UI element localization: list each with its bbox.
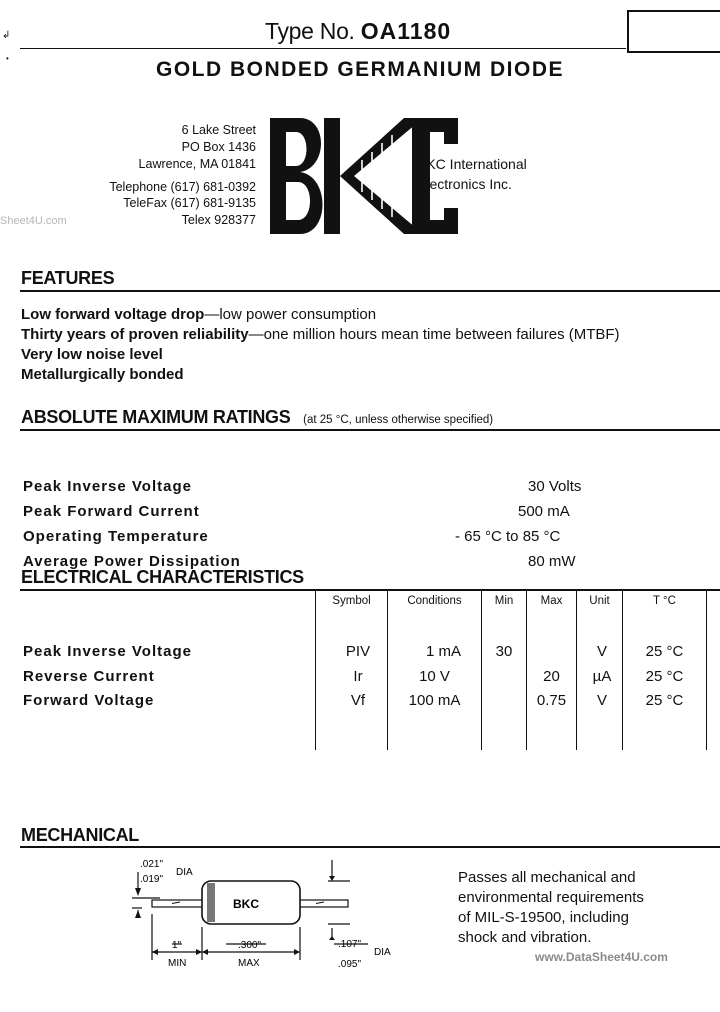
type-prefix: Type No. — [265, 18, 355, 44]
telephone-line: Telephone (617) 681-0392 — [109, 180, 256, 194]
column-header-conditions: Conditions — [407, 595, 462, 607]
column-header-temp: T °C — [653, 595, 676, 607]
table-cell-symbol: PIV — [345, 643, 371, 660]
mechanical-heading: MECHANICAL — [21, 825, 139, 845]
diode-body-label: BKC — [233, 897, 259, 911]
column-divider — [481, 591, 482, 750]
feature-item: Metallurgically bonded — [21, 366, 184, 383]
mechanical-rule — [20, 846, 720, 848]
rating-value: 30 Volts — [528, 478, 582, 495]
feature-item: Thirty years of proven reliability—one million hours mean time between failures (MTBF) — [21, 326, 620, 343]
body-length: .300" — [238, 940, 262, 951]
features-rule — [20, 290, 720, 292]
electrical-heading: ELECTRICAL CHARACTERISTICS — [21, 567, 304, 587]
lead-length-note: MIN — [168, 958, 187, 969]
lead-dia-unit: DIA — [176, 867, 193, 878]
table-cell-symbol: Ir — [353, 668, 363, 685]
diode-dimension-drawing — [118, 852, 408, 982]
column-header-unit: Unit — [589, 595, 610, 607]
rating-label: Peak Inverse Voltage — [23, 478, 192, 495]
address-line-2: PO Box 1436 — [181, 140, 256, 154]
table-cell-conditions: 1 mA — [425, 643, 461, 660]
mechanical-description-line: shock and vibration. — [458, 929, 592, 946]
telefax-line: TeleFax (617) 681-9135 — [123, 196, 256, 210]
body-dia-bottom: .095" — [338, 959, 362, 970]
corner-mark-bottom: • — [6, 54, 9, 63]
corner-mark-top: ↲ — [2, 30, 11, 41]
column-header-min: Min — [494, 595, 514, 607]
address-line-3: Lawrence, MA 01841 — [138, 157, 256, 171]
lead-dia-top: .021" — [140, 859, 164, 870]
diode-outline-icon — [118, 852, 408, 977]
table-cell-conditions: 100 mA — [408, 692, 461, 709]
table-cell-symbol: Vf — [350, 692, 366, 709]
type-number: OA1180 — [360, 18, 452, 44]
mechanical-description-line: Passes all mechanical and — [458, 869, 636, 886]
column-divider — [706, 591, 707, 750]
ratings-rule — [20, 429, 720, 431]
mechanical-description-line: environmental requirements — [458, 889, 644, 906]
lead-length: 1" — [172, 940, 182, 951]
ratings-note: (at 25 °C, unless otherwise specified) — [303, 414, 494, 426]
watermark-left: Sheet4U.com — [0, 215, 67, 227]
ratings-heading: ABSOLUTE MAXIMUM RATINGS (at 25 °C, unless otherwise specified) — [21, 407, 494, 427]
table-cell-conditions: 10 V — [419, 668, 450, 685]
table-cell-max: 0.75 — [536, 692, 567, 709]
column-header-max: Max — [540, 595, 563, 607]
feature-item: Very low noise level — [21, 346, 163, 363]
rating-label: Operating Temperature — [23, 528, 209, 545]
mechanical-description-line: of MIL-S-19500, including — [458, 909, 629, 926]
electrical-rule — [20, 589, 720, 591]
company-name-line-2: Electronics Inc. — [417, 176, 512, 192]
column-header-symbol: Symbol — [332, 595, 371, 607]
company-name-line-1: BKC International — [417, 156, 527, 172]
table-cell-min: 30 — [495, 643, 513, 660]
watermark-bottom: www.DataSheet4U.com — [535, 950, 668, 964]
features-heading: FEATURES — [21, 268, 115, 288]
table-cell-unit: µA — [592, 668, 612, 685]
table-cell-max: 20 — [543, 668, 560, 685]
rating-value: - 65 °C to 85 °C — [455, 528, 561, 545]
header-corner-box — [627, 10, 720, 53]
body-dia-top: .107" — [338, 939, 362, 950]
rating-label: Peak Forward Current — [23, 503, 200, 520]
table-cell-temp: 25 °C — [645, 643, 684, 660]
table-row-label: Reverse Current — [23, 668, 155, 685]
telex-line: Telex 928377 — [181, 213, 256, 227]
table-cell-unit: V — [596, 643, 607, 660]
header-rule — [20, 48, 626, 49]
body-length-note: MAX — [238, 958, 260, 969]
address-line-1: 6 Lake Street — [181, 123, 256, 137]
rating-label: Average Power Dissipation — [23, 553, 241, 570]
rating-value: 500 mA — [518, 503, 570, 520]
lead-dia-bottom: .019" — [140, 874, 164, 885]
table-cell-unit: V — [596, 692, 607, 709]
feature-item: Low forward voltage drop—low power consumption — [21, 306, 377, 323]
table-cell-temp: 25 °C — [645, 668, 684, 685]
table-cell-temp: 25 °C — [645, 692, 684, 709]
type-number-label — [265, 18, 451, 45]
table-row-label: Forward Voltage — [23, 692, 155, 709]
table-row-label: Peak Inverse Voltage — [23, 643, 192, 660]
page-title: GOLD BONDED GERMANIUM DIODE — [156, 58, 564, 81]
body-dia-unit: DIA — [374, 947, 391, 958]
rating-value: 80 mW — [528, 553, 576, 570]
